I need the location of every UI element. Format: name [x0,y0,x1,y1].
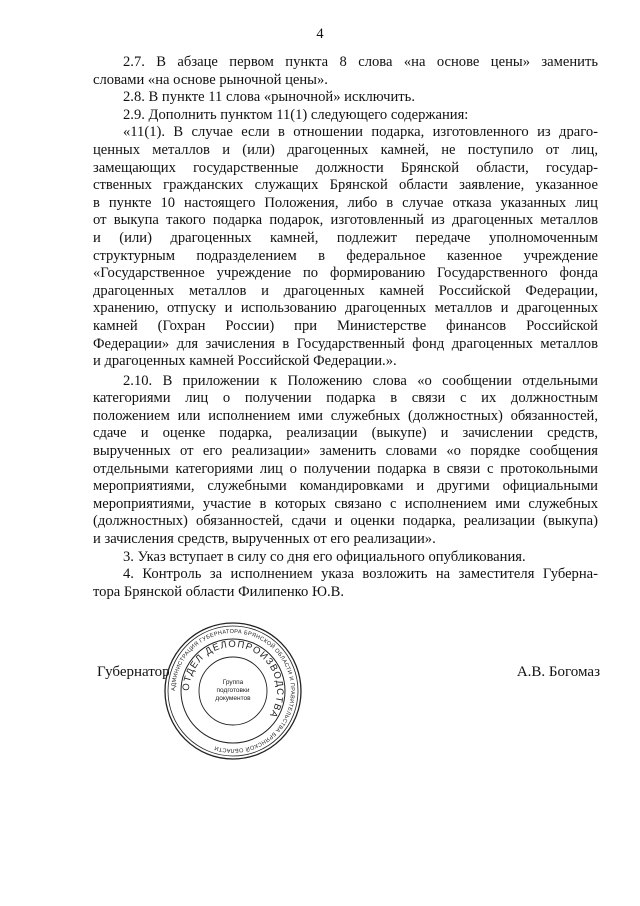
text-line: и (или) драгоценных камней, подлежит передаче уполномоченным [93,229,598,246]
text-line: Федерации» для зачисления в Государственный фонд драгоценных металлов [93,335,598,352]
text-line: камней (Гохран России) при Министерстве финансов Российской [93,317,598,334]
text-line: 2.9. Дополнить пунктом 11(1) следующего содержания: [123,106,469,123]
text-line: «11(1). В случае если в отношении подарка, изготовленного из драго- [123,124,598,141]
document-body [93,54,598,601]
text-line: структурным подразделением в федеральное казенное учреждение [93,247,598,264]
text-line: словами «на основе рыночной цены». [93,71,328,88]
stamp-group-label: Группа подготовки документов [215,679,251,702]
text-line: от выкупа такого подарка подарок, изготовленный из драгоценных металлов [93,212,598,229]
text-line: мероприятиями, служебными командировками и другими официальными [93,478,598,495]
text-line: (должностных) обязанностей, сдачи и оценки подарка, реализации (выкупа) [93,513,598,530]
text-line: хранению, отпуску и использованию драгоценных металлов и драгоценных [93,300,598,317]
text-line: 4. Контроль за исполнением указа возложить на заместителя Губерна- [123,566,598,583]
text-line: отдельными категориями лиц о получении подарка в связи с протокольными [93,460,598,477]
text-line: в пункте 10 настоящего Положения, либо в случае отказа указанных лиц [93,194,598,211]
official-stamp [162,620,304,762]
signatory-name: А.В. Богомаз [516,664,600,680]
text-line: ственных гражданских служащих Брянской области заявление, указанное [93,177,598,194]
text-line: замещающих государственные должности Брянской области, государ- [93,159,598,176]
text-line: вырученных от его реализации» заменить словами «о порядке сообщения [93,443,598,460]
text-line: и зачисления средств, вырученных от его реализации». [93,531,436,548]
text-line: 2.8. В пункте 11 слова «рыночной» исключить. [123,89,415,106]
text-line: положением или исполнением ими служебных (должностных) обязанностей, [93,407,598,424]
text-line: категориями лиц о получении подарка в связи с их должностным [93,390,598,407]
text-line: сдаче и оценке подарка, реализации (выкупе) и зачислении средств, [93,425,598,442]
text-line: «Государственное учреждение по формированию Государственного фонда [93,265,598,282]
text-line: мероприятиями, участие в которых связано с исполнением ими служебных [93,495,598,512]
text-line: тора Брянской области Филипенко Ю.В. [93,583,344,600]
stamp-ring-text: АДМИНИСТРАЦИЯ ГУБЕРНАТОРА БРЯНСКОЙ ОБЛАСТИ И ПРАВИТЕЛЬСТВА БРЯНСКОЙ ОБЛАСТИ [170,628,296,754]
stamp-department-text: ОТДЕЛ ДЕЛОПРОИЗВОДСТВА [180,638,286,721]
signatory-title: Губернатор [97,664,170,680]
page-number: 4 [316,26,324,42]
text-line: 3. Указ вступает в силу со дня его официального опубликования. [123,548,526,565]
text-line: и драгоценных камней Российской Федерации.». [93,353,397,370]
text-line: 2.7. В абзаце первом пункта 8 слова «на основе цены» заменить [123,54,598,70]
text-line: драгоценных металлов и драгоценных камней Российской Федерации, [93,282,598,299]
text-line: ценных металлов и (или) драгоценных камней, не поступило от лиц, [93,141,598,158]
text-line: 2.10. В приложении к Положению слова «о сообщении отдельными [123,372,598,389]
